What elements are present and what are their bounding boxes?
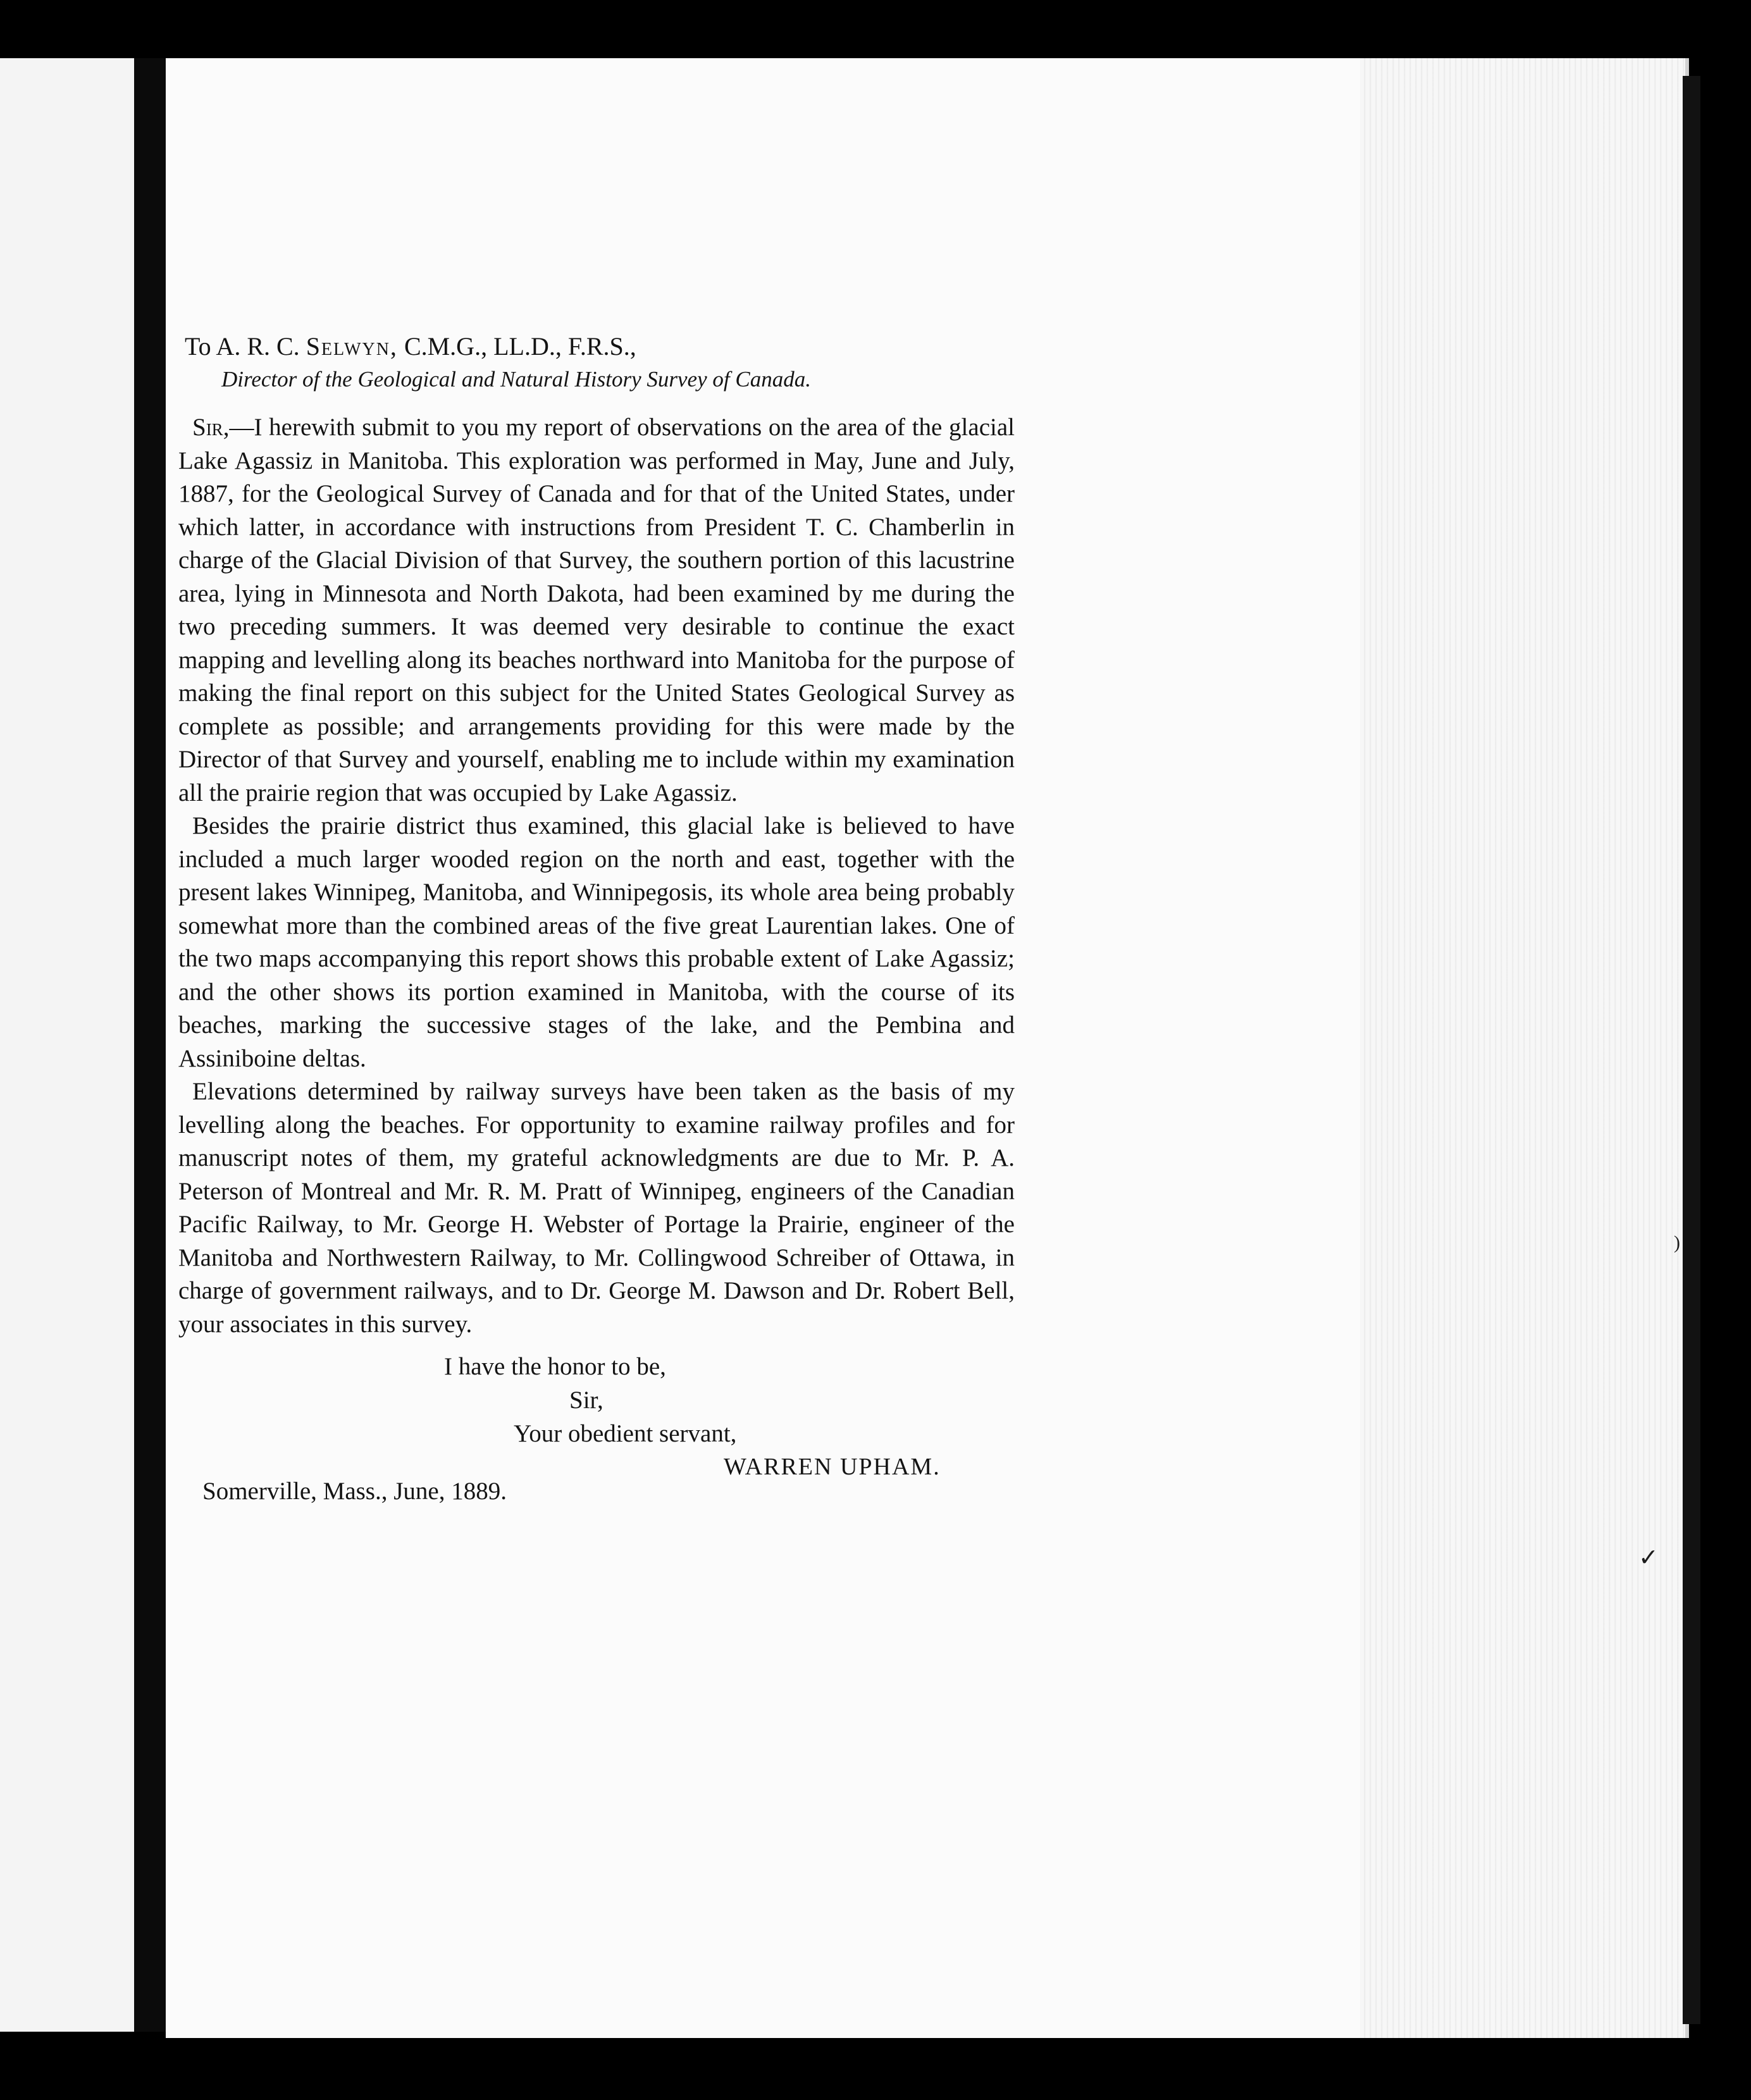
paragraph-text: Besides the prairie district thus examined, this glacial lake is believed to have included a much larger wooded region on the north and east, together with the present lakes Winnipeg, Manitoba, and Winnipegosis, its whole area being probably somewhat more than the combined areas of the five great Laurentian lakes. One of the two maps accompanying this report shows this probable extent of Lake Agassiz; and the other shows its portion examined in Manitoba, with the course of its beaches, marking the successive stages of the lake, and the Pembina and Assiniboine deltas.	[178, 812, 1015, 1072]
signature-row	[178, 1450, 1015, 1507]
closing-line: Your obedient servant,	[514, 1420, 737, 1447]
addressee-surname: Selwyn,	[306, 332, 398, 361]
addressee-affiliation: Director of the Geological and Natural History Survey of Canada.	[221, 367, 811, 392]
addressee-credentials: C.M.G., LL.D., F.R.S.,	[404, 332, 636, 361]
paragraph-text: —I herewith submit to you my report of observations on the area of the glacial Lake Agassiz in Manitoba. This exploration was performed in May, June and July, 1887, for the Geological Survey of Canada and for that of the United States, under which latter, in accordance with instructions from President T. C. Chamberlin in charge of the Glacial Division of that Survey, the southern portion of this lacustrine area, lying in Minnesota and North Dakota, had been examined by me during the two preceding summers. It was deemed very desirable to continue the exact mapping and levelling along its beaches northward into Manitoba for the purpose of making the final report on this subject for the United States Geological Survey as complete as possible; and arrangements providing for this were made by the Director of that Survey and yourself, enabling me to include within my examination all the prairie region that was occupied by Lake Agassiz.	[178, 414, 1015, 806]
book-binding	[134, 58, 166, 2032]
left-page-edge	[0, 58, 138, 2032]
closing-line: I have the honor to be,	[444, 1353, 666, 1380]
scan-mark: )	[1674, 1232, 1680, 1253]
scan-mark: ✓	[1638, 1545, 1659, 1571]
paragraph	[178, 411, 1015, 810]
outer-page-edge	[1683, 76, 1700, 2024]
addressee-line	[185, 329, 1015, 364]
salutation: Sir,	[192, 414, 230, 441]
letter-body	[178, 329, 1015, 1507]
closing	[178, 1350, 1015, 1507]
closing-line: Sir,	[569, 1387, 603, 1414]
paragraph	[178, 1075, 1015, 1341]
addressee-prefix: To A. R. C.	[185, 332, 300, 361]
paragraph-text: Elevations determined by railway surveys have been taken as the basis of my levelling along the beaches. For opportunity to examine railway profiles and for manuscript notes of them, my grateful acknowledgments are due to Mr. P. A. Peterson of Montreal and Mr. R. M. Pratt of Winnipeg, engineers of the Canadian Pacific Railway, to Mr. George H. Webster of Portage la Prairie, engineer of the Manitoba and Northwestern Railway, to Mr. Collingwood Schreiber of Ottawa, in charge of government railways, and to Dr. George M. Dawson and Dr. Robert Bell, your associates in this survey.	[178, 1078, 1015, 1338]
place-date: Somerville, Mass., June, 1889.	[202, 1478, 507, 1505]
paragraph	[178, 810, 1015, 1075]
signature: WARREN UPHAM.	[724, 1454, 941, 1480]
page-stack-edges	[1360, 58, 1689, 2038]
